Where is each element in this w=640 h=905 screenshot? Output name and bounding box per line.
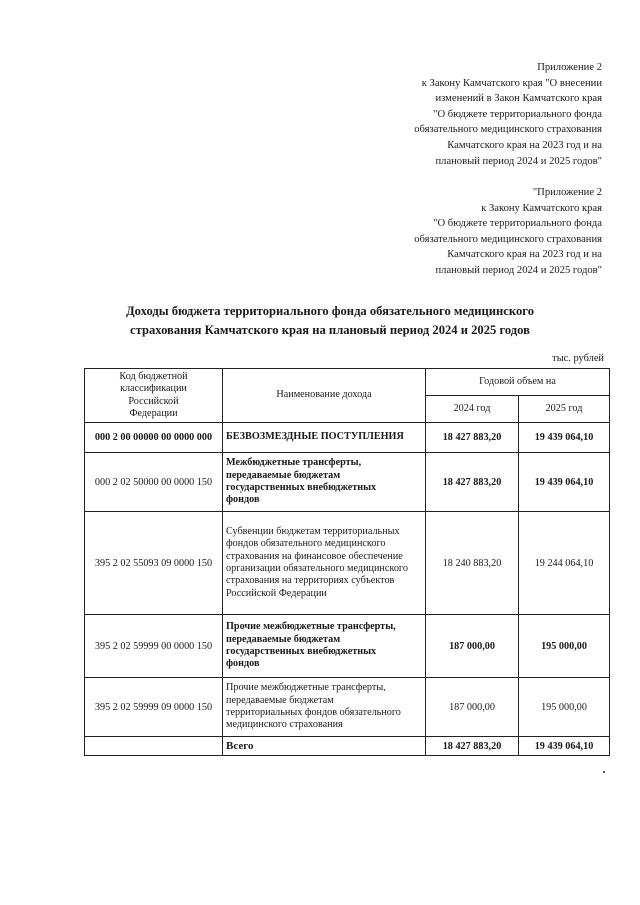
appendix-line: Камчатского края на 2023 год и на: [447, 139, 602, 151]
row-code: 000 2 02 50000 00 0000 150: [85, 453, 223, 512]
total-code-empty: [85, 737, 223, 756]
row-name-line: медицинского страхования: [226, 719, 343, 731]
row-name-line: передаваемые бюджетам: [226, 694, 334, 706]
row-name-line: Прочие межбюджетные трансферты,: [226, 621, 396, 633]
row-value-2024: 187 000,00: [426, 678, 519, 737]
total-value-2024: 18 427 883,20: [426, 737, 519, 756]
row-code: 395 2 02 59999 00 0000 150: [85, 615, 223, 678]
row-name: [223, 453, 426, 512]
row-value-2025: 19 244 064,10: [519, 512, 610, 615]
appendix-header-current: [414, 60, 602, 169]
row-name-line: страхования на территориях субъектов: [226, 575, 395, 587]
row-name-line: Субвенции бюджетам территориальных: [226, 525, 400, 537]
row-value-2024: 18 427 883,20: [426, 423, 519, 453]
row-name-line: организации обязательного медицинского: [226, 563, 408, 574]
appendix-line: "Приложение 2: [532, 187, 602, 198]
table-row: [85, 512, 610, 615]
header-code-line: Федерации: [129, 407, 178, 419]
row-name-line: страхования на финансовое обеспечение: [226, 550, 403, 562]
row-name: [223, 678, 426, 737]
appendix-line: к Закону Камчатского края "О внесении: [421, 77, 602, 89]
title-line-1: Доходы бюджета территориального фонда обязательного медицинского: [125, 304, 534, 318]
row-name-line: фондов: [226, 494, 260, 506]
total-value-2025: 19 439 064,10: [519, 737, 610, 756]
appendix-header-original: [414, 185, 602, 279]
table-row: [85, 678, 610, 737]
appendix-line: "О бюджете территориального фонда: [433, 218, 602, 230]
title-line-2: страхования Камчатского края на плановый период 2024 и 2025 годов: [130, 323, 530, 337]
income-table: [84, 368, 610, 756]
row-name-line: Прочие межбюджетные трансферты,: [226, 682, 386, 694]
row-name-line: фондов: [226, 658, 260, 670]
header-name: Наименование дохода: [223, 369, 426, 423]
row-name-line: территориальных фондов обязательного: [226, 707, 401, 718]
row-code: 000 2 00 00000 00 0000 000: [85, 423, 223, 453]
row-value-2025: 195 000,00: [519, 678, 610, 737]
row-name-line: передаваемые бюджетам: [226, 633, 341, 645]
row-name-line: фондов обязательного медицинского: [226, 538, 386, 550]
appendix-line: "О бюджете территориального фонда: [433, 108, 602, 120]
row-value-2024: 18 240 883,20: [426, 512, 519, 615]
header-year-2025: 2025 год: [519, 396, 610, 423]
header-code: [85, 369, 223, 423]
row-code: 395 2 02 55093 09 0000 150: [85, 512, 223, 615]
row-name-line: государственных внебюджетных: [226, 646, 377, 657]
appendix-line: Камчатского края на 2023 год и на: [447, 249, 602, 261]
document-title: [60, 302, 600, 340]
unit-label: тыс. рублей: [552, 353, 604, 364]
row-name: [223, 512, 426, 615]
appendix-line: обязательного медицинского страхования: [414, 233, 602, 245]
row-name-line: государственных внебюджетных: [226, 482, 377, 493]
row-name-line: Российской Федерации: [226, 587, 327, 599]
table-row: [85, 423, 610, 453]
appendix-line: плановый период 2024 и 2025 годов": [435, 155, 602, 167]
scan-speck: [603, 771, 605, 773]
row-value-2025: 19 439 064,10: [519, 423, 610, 453]
appendix-line: изменений в Закон Камчатского края: [435, 93, 602, 105]
row-name: [223, 615, 426, 678]
row-value-2025: 19 439 064,10: [519, 453, 610, 512]
table-row: [85, 615, 610, 678]
header-code-line: Код бюджетной: [119, 371, 188, 383]
header-year-2024: 2024 год: [426, 396, 519, 423]
row-value-2025: 195 000,00: [519, 615, 610, 678]
table-header-row: [85, 369, 610, 396]
row-value-2024: 187 000,00: [426, 615, 519, 678]
table-row: [85, 453, 610, 512]
header-annual-volume: Годовой объем на: [426, 369, 610, 396]
table-total-row: [85, 737, 610, 756]
header-code-line: классификации: [120, 383, 187, 395]
row-name: БЕЗВОЗМЕЗДНЫЕ ПОСТУПЛЕНИЯ: [223, 423, 426, 453]
appendix-line: Приложение 2: [537, 62, 602, 73]
header-code-line: Российской: [128, 395, 179, 407]
row-value-2024: 18 427 883,20: [426, 453, 519, 512]
appendix-line: плановый период 2024 и 2025 годов": [435, 264, 602, 276]
appendix-line: обязательного медицинского страхования: [414, 124, 602, 136]
row-name-line: передаваемые бюджетам: [226, 469, 341, 481]
total-label: Всего: [223, 737, 426, 756]
row-name-line: Межбюджетные трансферты,: [226, 457, 362, 469]
appendix-line: к Закону Камчатского края: [481, 202, 602, 214]
row-code: 395 2 02 59999 09 0000 150: [85, 678, 223, 737]
